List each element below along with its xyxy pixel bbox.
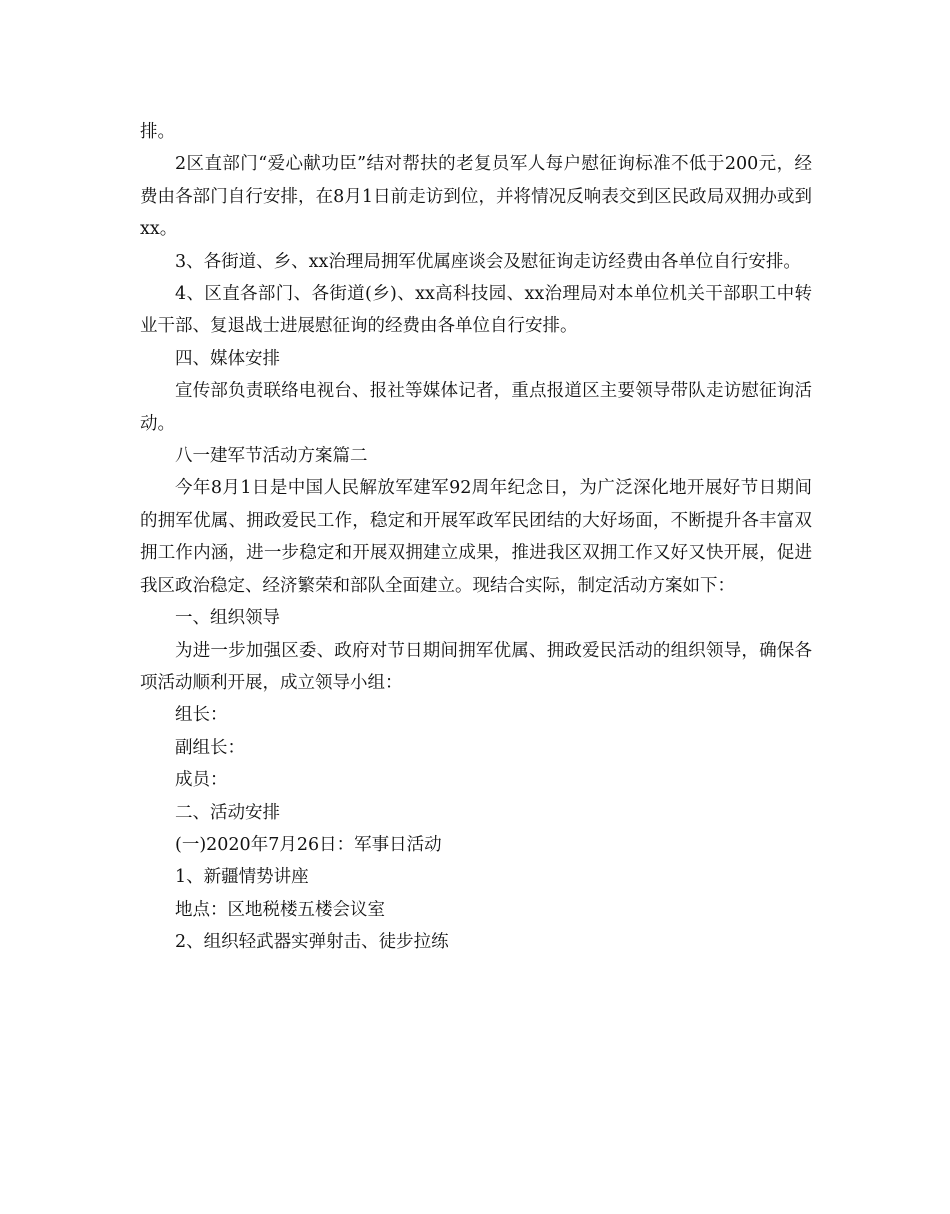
paragraph-intro: 今年8月1日是中国人民解放军建军92周年纪念日，为广泛深化地开展好节日期间的拥军优属、拥政爱民工作，稳定和开展军政军民团结的大好场面，不断提升各丰富双拥工作内涵，进一步稳定和开展双拥建立成果，推进我区双拥工作又好又快开展，促进我区政治稳定、经济繁荣和部队全面建立。现结合实际，制定活动方案如下： — [140, 478, 812, 596]
paragraph-leadership: 为进一步加强区委、政府对节日期间拥军优属、拥政爱民活动的组织领导，确保各项活动顺利开展，成立领导小组： — [140, 640, 812, 693]
deputy-leader-label: 副组长： — [175, 737, 245, 758]
paragraph-media: 宣传部负责联络电视台、报社等媒体记者，重点报道区主要领导带队走访慰征询活动。 — [140, 381, 812, 434]
members-label: 成员： — [175, 770, 228, 791]
document-body — [140, 116, 812, 959]
section-heading-activities: 二、活动安排 — [175, 802, 280, 823]
article-title: 八一建军节活动方案篇二 — [175, 446, 368, 467]
paragraph-item-3: 3、各街道、乡、xx治理局拥军优属座谈会及慰征询走访经费由各单位自行安排。 — [175, 251, 801, 272]
activity-date-heading: (一)2020年7月26日：军事日活动 — [175, 834, 442, 855]
paragraph-item-2: 2区直部门“爱心献功臣”结对帮扶的老复员军人每户慰征询标准不低于200元，经费由各部门自行安排，在8月1日前走访到位，并将情况反响表交到区民政局双拥办或到xx。 — [140, 154, 812, 240]
activity-item-1: 1、新疆情势讲座 — [175, 867, 309, 888]
paragraph-continuation: 排。 — [140, 122, 175, 142]
section-heading-leadership: 一、组织领导 — [175, 608, 280, 629]
activity-item-2: 2、组织轻武器实弹射击、徒步拉练 — [175, 932, 449, 953]
leader-label: 组长： — [175, 705, 228, 726]
paragraph-item-4: 4、区直各部门、各街道(乡)、xx高科技园、xx治理局对本单位机关干部职工中转业干部、复退战士进展慰征询的经费由各单位自行安排。 — [140, 284, 812, 337]
section-heading-media: 四、媒体安排 — [175, 348, 280, 369]
activity-location: 地点：区地税楼五楼会议室 — [175, 899, 385, 920]
